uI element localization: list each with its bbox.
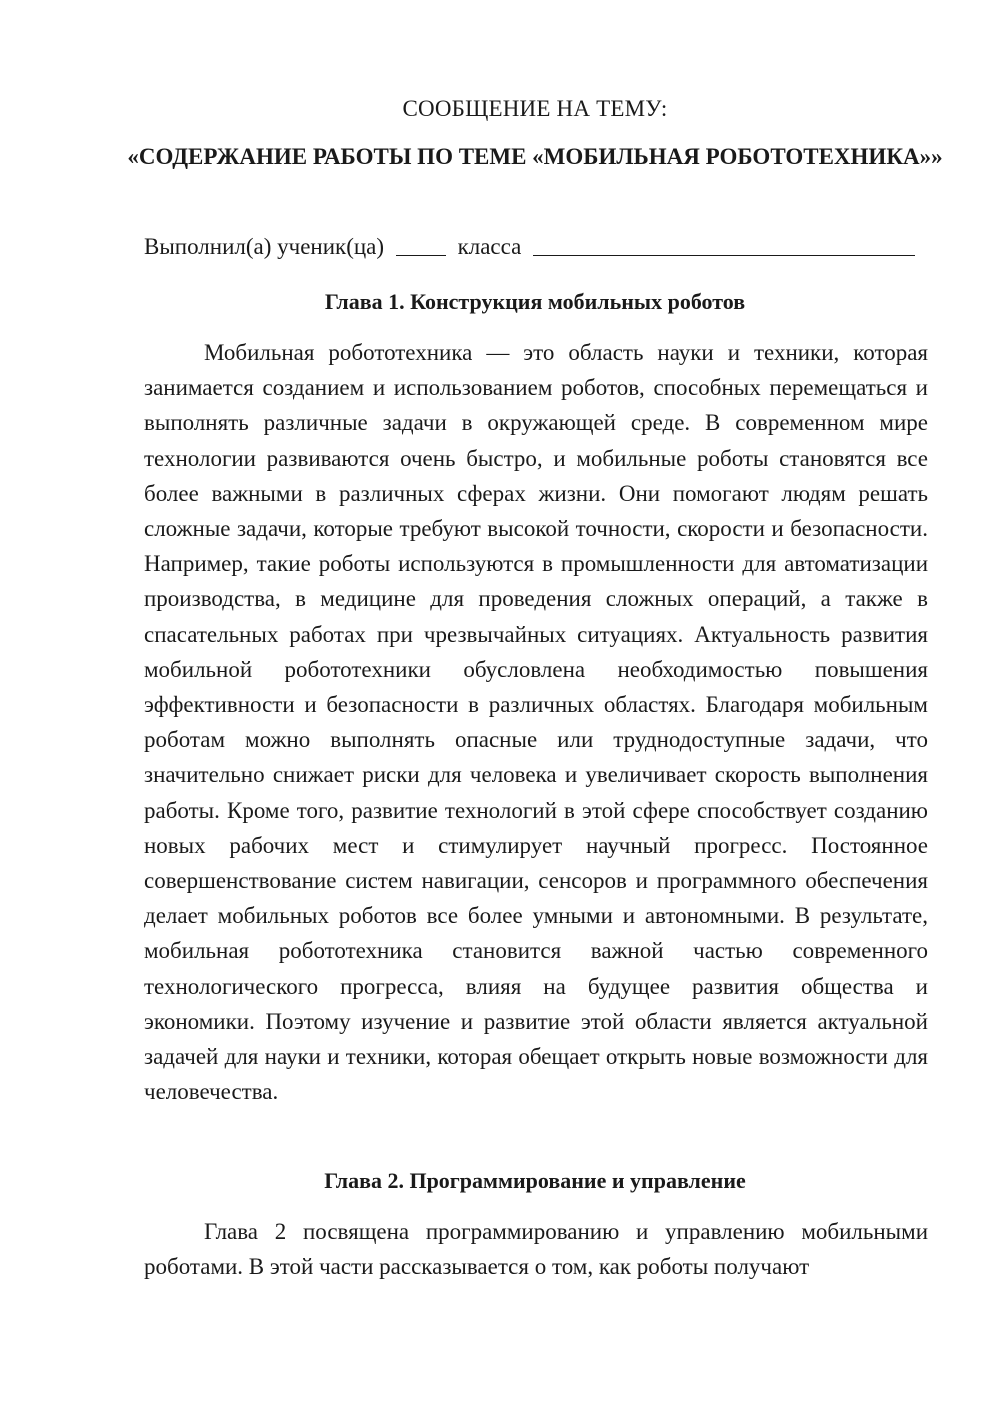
document-title: «СОДЕРЖАНИЕ РАБОТЫ ПО ТЕМЕ «МОБИЛЬНАЯ РОБОТОТЕХНИКА»»: [127, 144, 943, 169]
author-line: [144, 230, 934, 264]
grade-blank: [396, 233, 446, 256]
chapter-2-paragraph: Глава 2 посвящена программированию и управлению мобильными роботами. В этой части рассказывается о том, как роботы получают: [144, 1219, 928, 1280]
chapter-2-heading: Глава 2. Программирование и управление: [324, 1168, 746, 1193]
author-middle: класса: [457, 234, 522, 259]
chapter-1-paragraph: Мобильная робототехника — это область науки и техники, которая занимается созданием и использованием роботов, способных перемещаться и выполнять различные задачи в окружающей среде. В современном мире технологии развиваются очень быстро, и мобильные роботы становятся все более важными в различных сферах жизни. Они помогают людям решать сложные задачи, которые требуют высокой точности, скорости и безопасности. Например, такие роботы используются в промышленности для автоматизации производства, в медицине для проведения сложных операций, а также в спасательных работах при чрезвычайных ситуациях. Актуальность развития мобильной робототехники обусловлена необходимостью повышения эффективности и безопасности в различных областях. Благодаря мобильным роботам можно выполнять опасные или труднодоступные задачи, что значительно снижает риски для человека и увеличивает скорость выполнения работы. Кроме того, развитие технологий в этой сфере способствует созданию новых рабочих мест и стимулирует научный прогресс. Постоянное совершенствование систем навигации, сенсоров и программного обеспечения делает мобильных роботов все более умными и автономными. В результате, мобильная робототехника становится важной частью современного технологического прогресса, влияя на будущее развития общества и экономики. Поэтому изучение и развитие этой области является актуальной задачей для науки и техники, которая обещает открыть новые возможности для человечества.: [144, 340, 928, 1105]
name-blank: [533, 233, 915, 256]
document-label: СООБЩЕНИЕ НА ТЕМУ:: [402, 96, 668, 121]
chapter-1-heading: Глава 1. Конструкция мобильных роботов: [324, 289, 746, 314]
author-prefix: Выполнил(а) ученик(ца): [144, 234, 385, 259]
